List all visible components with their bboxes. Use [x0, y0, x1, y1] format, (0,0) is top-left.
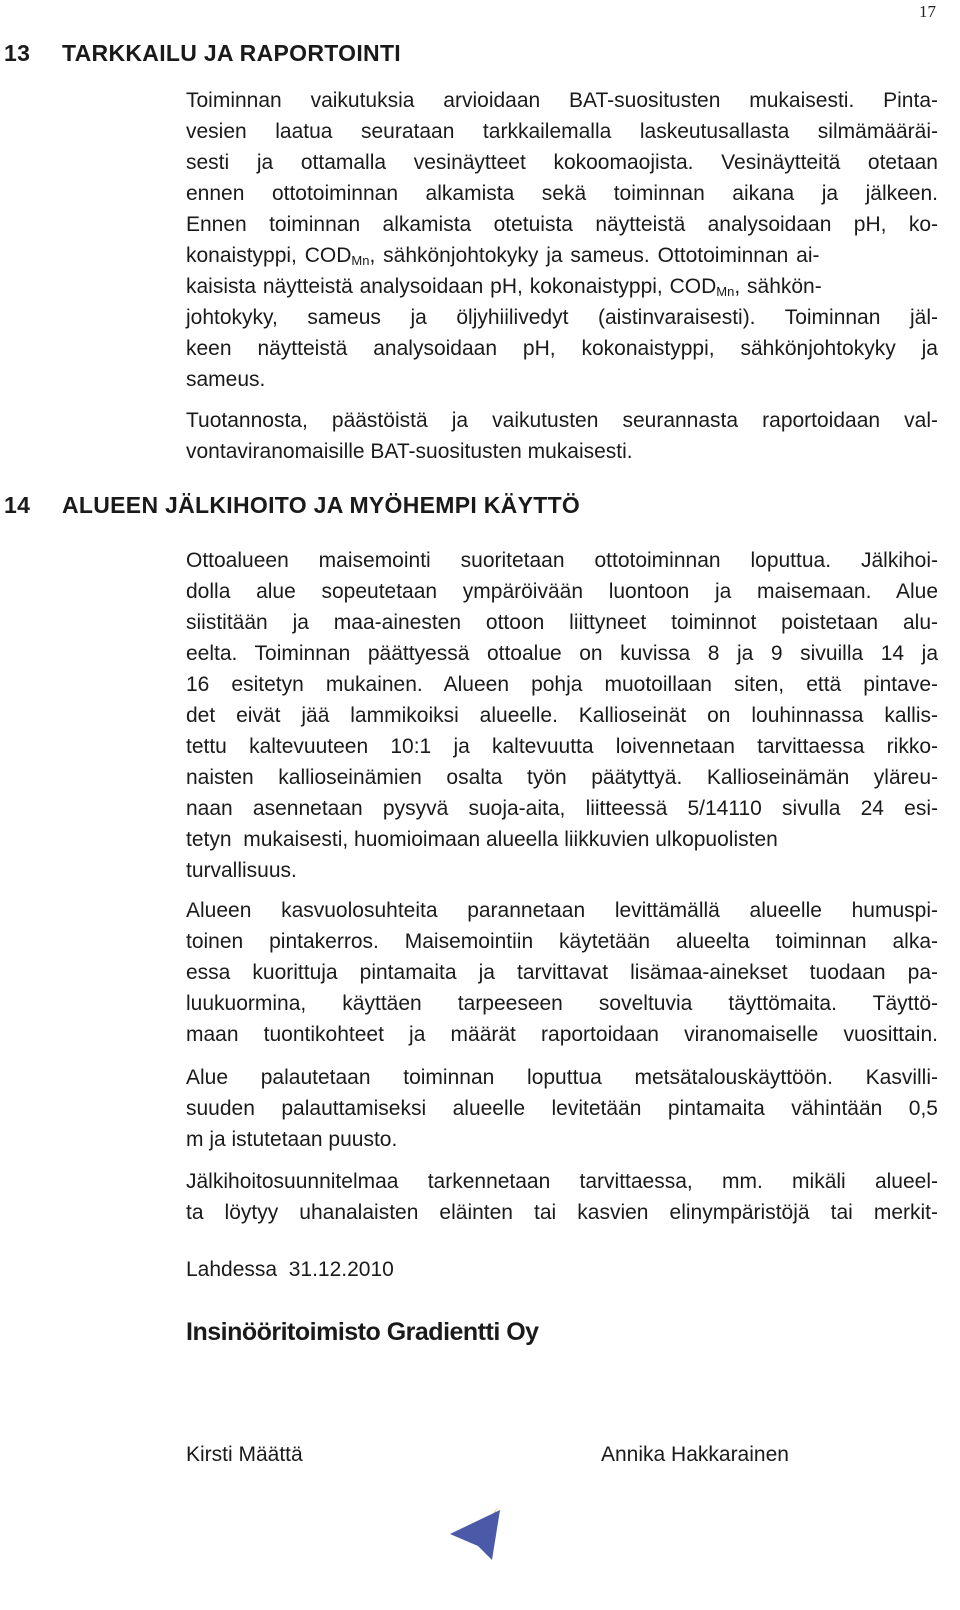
- text-fragment: , sähkönjohtokyky ja sameus. Ottotoiminnan ai-: [369, 244, 820, 267]
- text-line: tetyn mukaisesti, huomioimaan alueella liikkuvien ulkopuolisten: [186, 828, 778, 851]
- section-title: TARKKAILU JA RAPORTOINTI: [62, 40, 401, 66]
- text-fragment: kaisista näytteistä analysoidaan pH, kokonaistyppi, COD: [186, 275, 717, 298]
- text-line: maan tuontikohteet ja määrät raportoidaan viranomaiselle vuosittain.: [186, 1023, 938, 1046]
- text-line: luukuormina, käyttäen tarpeeseen soveltuvia täyttömaita. Täyttö-: [186, 992, 938, 1015]
- text-line: sameus.: [186, 368, 266, 391]
- text-line: Alueen kasvuolosuhteita parannetaan levittämällä alueelle humuspi-: [186, 899, 938, 922]
- text-line: dolla alue sopeutetaan ympäröivään luontoon ja maisemaan. Alue: [186, 580, 938, 603]
- text-line: suuden palauttamiseksi alueelle levitetään pintamaita vähintään 0,5: [186, 1097, 938, 1120]
- text-line: det eivät jää lammikoiksi alueelle. Kallioseinät on louhinnassa kallis-: [186, 704, 938, 727]
- company-name: Insinööritoimisto Gradientti Oy: [186, 1318, 539, 1346]
- section-title: ALUEEN JÄLKIHOITO JA MYÖHEMPI KÄYTTÖ: [62, 492, 581, 518]
- text-line: sesti ja ottamalla vesinäytteet kokoomaojista. Vesinäytteitä otetaan: [186, 151, 938, 174]
- section-13-paragraph-2: [186, 405, 938, 467]
- signer-right: Annika Hakkarainen: [601, 1443, 789, 1466]
- text-line-with-subscript: [186, 271, 938, 302]
- section-number: 14: [4, 492, 31, 518]
- section-number: 13: [4, 40, 31, 66]
- text-line: ta löytyy uhanalaisten eläinten tai kasvien elinympäristöjä tai merkit-: [186, 1201, 938, 1224]
- section-14-paragraph-3: [186, 1062, 938, 1155]
- text-line: naisten kallioseinämien osalta työn päätyttyä. Kallioseinämän yläreu-: [186, 766, 938, 789]
- text-line: naan asennetaan pysyvä suoja-aita, liitteessä 5/14110 sivulla 24 esi-: [186, 797, 938, 820]
- text-line: Toiminnan vaikutuksia arvioidaan BAT-suositusten mukaisesti. Pinta-: [186, 89, 938, 112]
- page-number: 17: [919, 2, 936, 21]
- text-line: m ja istutetaan puusto.: [186, 1128, 398, 1151]
- logo-blue-shape: [450, 1510, 500, 1560]
- text-line: Alue palautetaan toiminnan loputtua metsätalouskäyttöön. Kasvilli-: [186, 1066, 938, 1089]
- text-line: siistitään ja maa-ainesten ottoon liittyneet toiminnot poistetaan alu-: [186, 611, 938, 634]
- text-line: turvallisuus.: [186, 859, 297, 882]
- text-fragment: , sähkön-: [734, 275, 822, 298]
- text-line: Tuotannosta, päästöistä ja vaikutusten seurannasta raportoidaan val-: [186, 409, 938, 432]
- subscript: Mn: [351, 253, 370, 268]
- section-14-paragraph-2: [186, 895, 938, 1050]
- text-line: Jälkihoitosuunnitelmaa tarkennetaan tarvittaessa, mm. mikäli alueel-: [186, 1170, 938, 1193]
- text-line: toinen pintakerros. Maisemointiin käytetään alueelta toiminnan alka-: [186, 930, 938, 953]
- text-fragment: konaistyppi, COD: [186, 244, 352, 267]
- text-line: Ennen toiminnan alkamista otetuista näytteistä analysoidaan pH, ko-: [186, 213, 938, 236]
- section-14-paragraph-4: [186, 1166, 938, 1228]
- subscript: Mn: [716, 284, 735, 299]
- section-14-heading: [4, 492, 580, 519]
- section-13-heading: [4, 40, 401, 67]
- text-line: eelta. Toiminnan päättyessä ottoalue on kuvissa 8 ja 9 sivuilla 14 ja: [186, 642, 938, 665]
- text-line: ennen ottotoiminnan alkamista sekä toiminnan aikana ja jälkeen.: [186, 182, 938, 205]
- text-line: Ottoalueen maisemointi suoritetaan ottotoiminnan loputtua. Jälkihoi-: [186, 549, 938, 572]
- signer-left: Kirsti Määttä: [186, 1443, 303, 1466]
- section-14-paragraph-1: [186, 545, 938, 886]
- section-13-paragraph-1: [186, 85, 938, 395]
- text-line: vesien laatua seurataan tarkkailemalla laskeutusallasta silmämääräi-: [186, 120, 938, 143]
- text-line: keen näytteistä analysoidaan pH, kokonaistyppi, sähkönjohtokyky ja: [186, 337, 938, 360]
- text-line: vontaviranomaisille BAT-suositusten mukaisesti.: [186, 440, 633, 463]
- place-and-date: Lahdessa 31.12.2010: [186, 1258, 394, 1281]
- text-line: johtokyky, sameus ja öljyhiilivedyt (aistinvaraisesti). Toiminnan jäl-: [186, 306, 938, 329]
- text-line: 16 esitetyn mukainen. Alueen pohja muotoillaan siten, että pintave-: [186, 673, 938, 696]
- logo-graphic: [448, 1504, 508, 1562]
- text-line-with-subscript: [186, 240, 938, 271]
- text-line: tettu kaltevuuteen 10:1 ja kaltevuutta loivennetaan tarvittaessa rikko-: [186, 735, 938, 758]
- company-logo-icon: [448, 1504, 508, 1567]
- text-line: essa kuorittuja pintamaita ja tarvittavat lisämaa-ainekset tuodaan pa-: [186, 961, 938, 984]
